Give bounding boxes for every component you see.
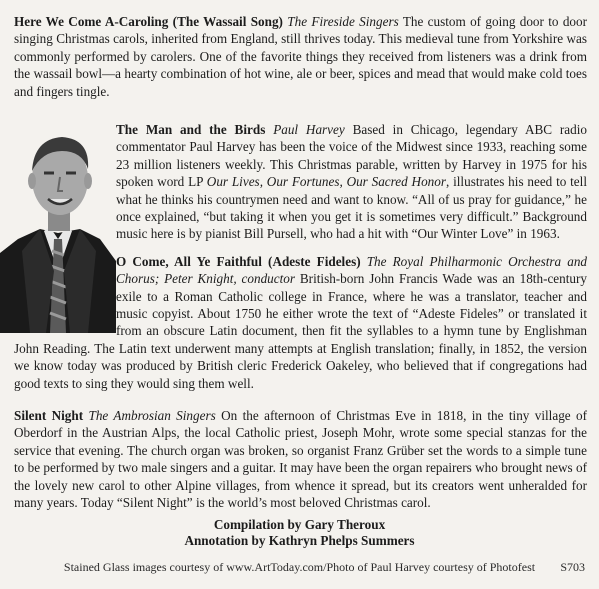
entry-title: Here We Come A-Caroling (The Wassail Song) [14, 14, 283, 29]
catalog-code: S703 [560, 560, 585, 574]
entry-title: Silent Night [14, 408, 84, 423]
flow-block [14, 121, 587, 398]
entry-text: British-born John Francis Wade was an 18th-century exile to a Roman Catholic college in France, where he was a translator, teacher and music copyist. About 1750 he either wrote the text of “Adeste Fideles” or translated it from an obscure Latin document, then fit the syllables to a hymn tune by Englishman John Reading. The Latin text underwent many attempts at English translation; finally, in 1852, the version we know today was produced by British cleric Frederick Oakeley, who believed that if congregations had good texts to sing they would sing them well. [14, 271, 588, 391]
annotation-credit: Annotation by Kathryn Phelps Summers [184, 533, 415, 548]
entry-artist: The Fireside Singers [287, 14, 399, 29]
entry-artist: Paul Harvey [273, 122, 345, 137]
entry-artist: The Ambrosian Singers [88, 408, 216, 423]
entry-artist: The Royal Philharmonic Orchestra and Chorus; Peter Knight, conductor [116, 253, 588, 287]
compilation-credit: Compilation by Gary Theroux [213, 517, 386, 532]
credits [0, 517, 599, 549]
entry-text: The custom of going door to door singing Christmas carols, inherited from England, still thrives today. This medieval tune from Yorkshire was commonly performed by carolers. One of the favorite things they received from listeners was a drink from the wassail bowl—a hearty combination of hot wine, ale or beer, spices and mead that would make cold toes and fingers tingle. [14, 14, 587, 99]
entry-text: , illustrates his need to tell what he thinks his countrymen need and want to know. “All of us pray for guidance,” he once explained, “but taking it when you get it is sometimes very difficult.” Background music here is by pianist Bill Pursell, who had a hit with “Our Winter Love” in 1963. [116, 174, 587, 242]
entry-silent [14, 407, 587, 511]
album-title: Our Lives, Our Fortunes, Our Sacred Honor [206, 174, 446, 190]
portrait-photo-icon [0, 121, 116, 333]
entry-wassail [14, 13, 587, 100]
photo-credit-note: Stained Glass images courtesy of www.ArtToday.com/Photo of Paul Harvey courtesy of Photofest [63, 560, 536, 574]
entry-text: On the afternoon of Christmas Eve in 1818, in the tiny village of Oberdorf in the Austrian Alps, the local Catholic priest, Joseph Mohr, wrote some special stanzas for the service that evening. The church organ was broken, so organist Franz Grüber set the words to a simple tune to be performed by two male singers and a guitar. It may have been the organ repairers who brought news of the lovely new carol to other Alpine villages, from whence it spread, but its creators went unheralded for many years. Today “Silent Night” is the world’s most beloved Christmas carol. [14, 408, 588, 511]
entry-title: The Man and the Birds [116, 122, 266, 137]
entry-text: Based in Chicago, legendary ABC radio commentator Paul Harvey has been the voice of the Midwest since 1933, reaching some 23 million listeners weekly. This Christmas parable, written by Harvey in 1975 for his spoken word LP [116, 122, 587, 190]
entry-title: O Come, All Ye Faithful (Adeste Fideles) [116, 253, 361, 269]
